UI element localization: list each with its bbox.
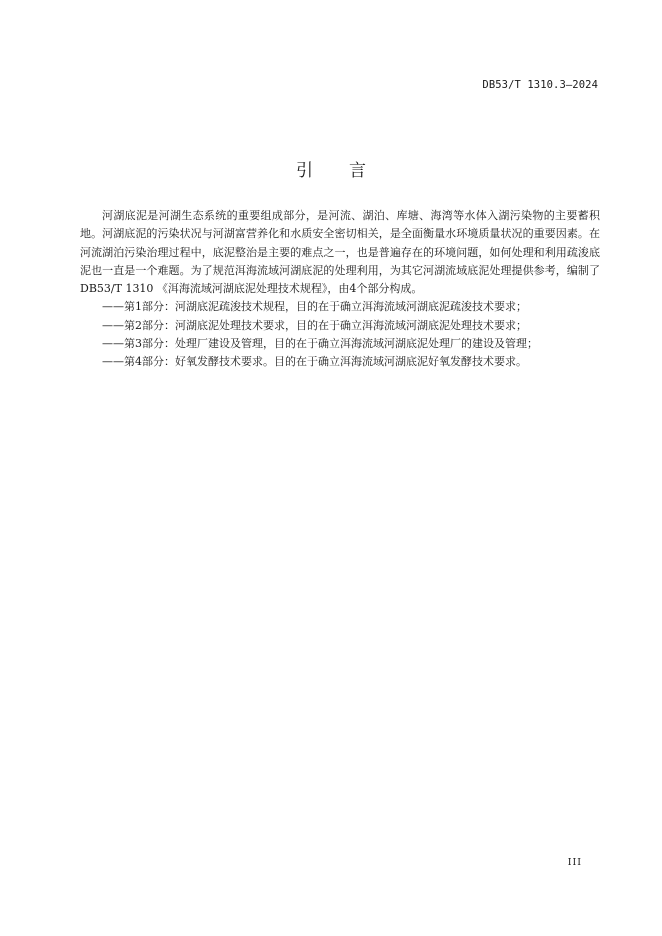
page-number: III <box>567 857 582 868</box>
list-item: ——第1部分：河湖底泥疏浚技术规程，目的在于确立洱海流域河湖底泥疏浚技术要求； <box>102 300 527 314</box>
list-item: ——第4部分：好氧发酵技术要求。目的在于确立洱海流域河湖底泥好氧发酵技术要求。 <box>102 355 527 369</box>
list-item: ——第2部分：河湖底泥处理技术要求，目的在于确立洱海流域河湖底泥处理技术要求； <box>102 318 527 332</box>
page-title: 引言 <box>296 161 402 181</box>
parts-list <box>80 298 600 371</box>
intro-paragraph: 河湖底泥是河湖生态系统的重要组成部分，是河流、湖泊、库塘、海湾等水体入湖污染物的主要蓄积地。河湖底泥的污染状况与河湖富营养化和水质安全密切相关，是全面衡量水环境质量状况的重要因素。在河流湖泊污染治理过程中，底泥整治是主要的难点之一，也是普遍存在的环境问题，如何处理和利用疏浚底泥也一直是一个难题。为了规范洱海流域河湖底泥的处理利用，为其它河湖流域底泥处理提供参考，编制了DB53/T 1310 《洱海流域河湖底泥处理技术规程》，由4个部分构成。 <box>80 209 600 296</box>
list-item: ——第3部分：处理厂建设及管理，目的在于确立洱海流域河湖底泥处理厂的建设及管理； <box>102 337 538 351</box>
document-code: DB53/T 1310.3—2024 <box>482 79 598 91</box>
intro-body <box>80 207 600 372</box>
